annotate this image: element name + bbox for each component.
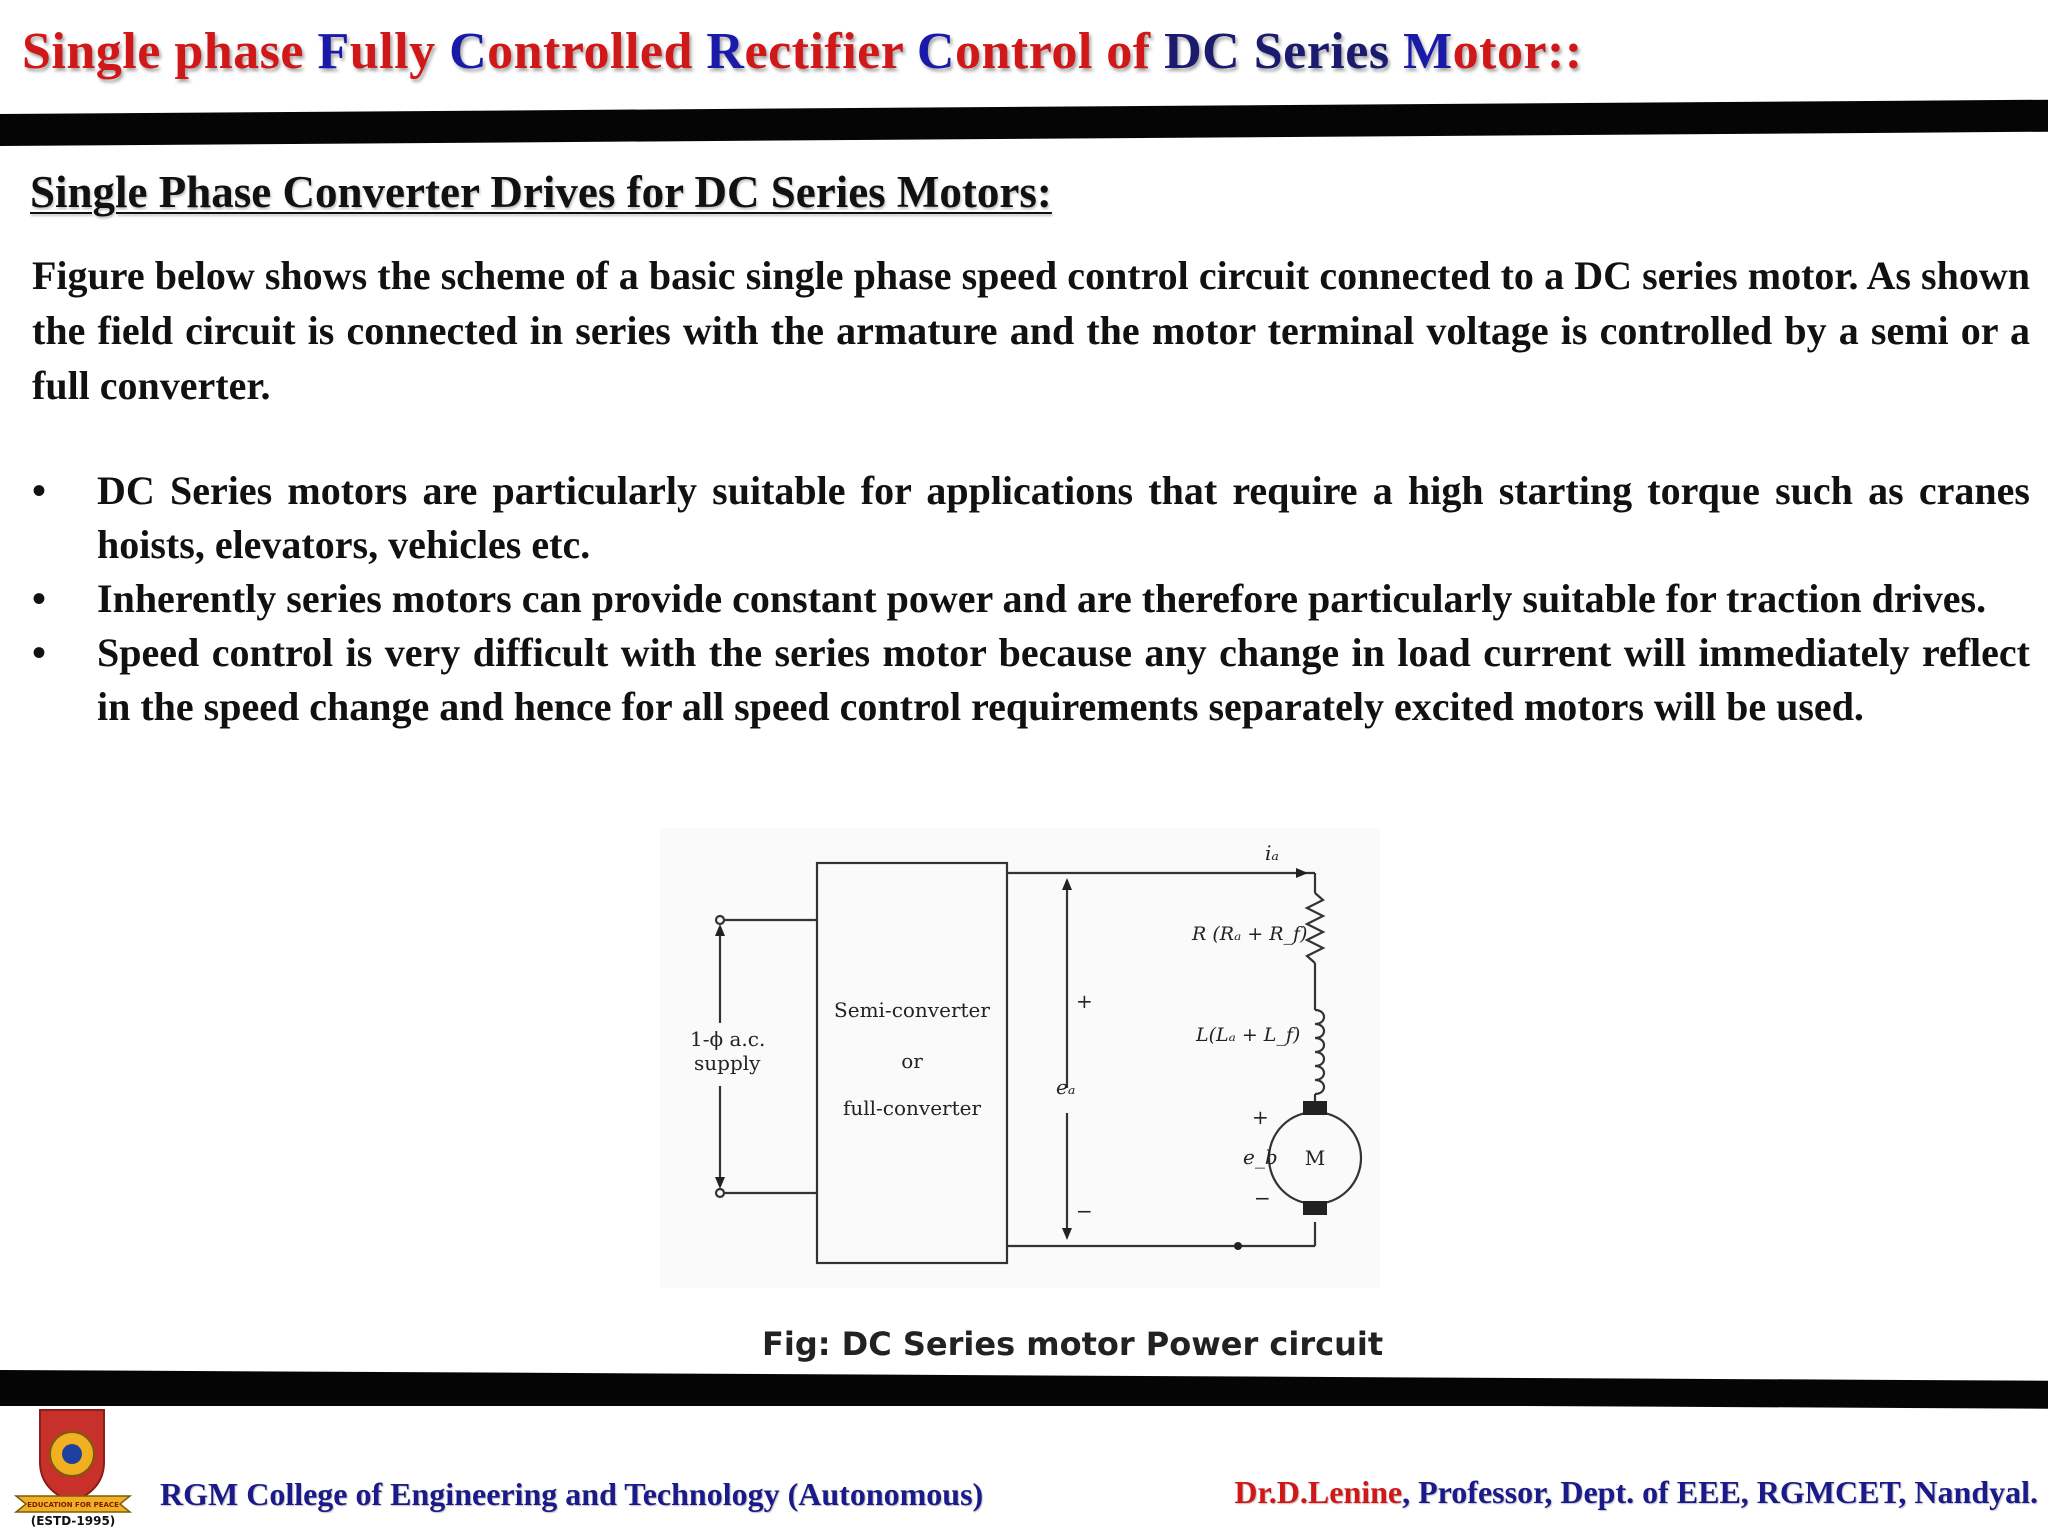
footer-author bbox=[1234, 1474, 2038, 1511]
logo-motto: EDUCATION FOR PEACE bbox=[27, 1501, 119, 1509]
supply-arrow-head-bottom bbox=[715, 1177, 725, 1189]
resistance-label: R (Rₐ + R_f) bbox=[1192, 923, 1308, 945]
title-part: C bbox=[449, 23, 488, 80]
section-heading: Single Phase Converter Drives for DC Series Motors: bbox=[30, 167, 1052, 217]
ia-arrow-head bbox=[1296, 868, 1308, 878]
bullet-text: Inherently series motors can provide constant power and are therefore particularly suitable for traction drives. bbox=[97, 576, 1987, 621]
junction-dot bbox=[1234, 1242, 1242, 1250]
title-part: otor:: bbox=[1452, 23, 1583, 80]
ea-minus-sign: − bbox=[1076, 1199, 1093, 1223]
ia-label: iₐ bbox=[1265, 841, 1279, 865]
title-part: R bbox=[706, 23, 745, 80]
title-part: ontrolled bbox=[487, 23, 707, 80]
inductance-label: L(Lₐ + L_f) bbox=[1196, 1024, 1301, 1046]
intro-paragraph: Figure below shows the scheme of a basic single phase speed control circuit connected to a DC series motor. As shown the field circuit is connected in series with the armature and the motor terminal voltage is controlled by a semi or a full converter. bbox=[32, 253, 2030, 408]
college-name-text: RGM College of Engineering and Technology (Autonomous) bbox=[160, 1476, 984, 1512]
figure-caption: Fig: DC Series motor Power circuit bbox=[762, 1325, 1384, 1363]
bullet-item bbox=[32, 626, 2030, 734]
supply-terminal-bottom bbox=[716, 1189, 724, 1197]
title-part: C bbox=[916, 23, 955, 80]
college-logo bbox=[8, 1404, 138, 1528]
footer-college-name bbox=[160, 1476, 983, 1513]
motor-brush-top bbox=[1303, 1101, 1327, 1115]
resistor-zigzag bbox=[1307, 893, 1323, 963]
author-name: Dr.D.Lenine bbox=[1234, 1474, 1403, 1510]
eb-plus-sign: + bbox=[1252, 1105, 1269, 1129]
bullet-item bbox=[32, 464, 2030, 572]
footer-divider-bar-thin bbox=[0, 1394, 2048, 1406]
title-part: Single phase bbox=[22, 23, 318, 80]
ea-arrow-head-bottom bbox=[1062, 1228, 1072, 1240]
converter-label-line1: Semi-converter bbox=[834, 998, 990, 1022]
title-part: M bbox=[1403, 23, 1453, 80]
motor-label: M bbox=[1304, 1146, 1326, 1170]
inductor-coil bbox=[1315, 1010, 1324, 1094]
title-part: ectifier bbox=[744, 23, 917, 80]
title-divider-bar bbox=[0, 100, 2048, 146]
supply-label-line1: 1-ϕ a.c. bbox=[690, 1027, 766, 1051]
bullet-icon: • bbox=[32, 576, 47, 621]
bullet-list bbox=[32, 464, 2030, 734]
converter-label-line2: or bbox=[901, 1049, 923, 1073]
slide-title bbox=[22, 22, 1583, 81]
ea-plus-sign: + bbox=[1076, 989, 1093, 1013]
supply-terminal-top bbox=[716, 916, 724, 924]
eb-minus-sign: − bbox=[1254, 1186, 1271, 1210]
bullet-icon: • bbox=[32, 468, 47, 513]
bullet-text: Speed control is very difficult with the series motor because any change in load current will immediately reflect in the speed change and hence for all speed control requirements separately excited motors will be used. bbox=[97, 630, 2030, 729]
supply-arrow-head-top bbox=[715, 924, 725, 936]
logo-gear-center bbox=[62, 1444, 82, 1464]
title-part: ully bbox=[349, 23, 450, 80]
dc-series-motor-circuit-diagram bbox=[660, 828, 1380, 1288]
bullet-item bbox=[32, 572, 2030, 626]
ea-arrow-head-top bbox=[1062, 878, 1072, 890]
motor-brush-bottom bbox=[1303, 1201, 1327, 1215]
eb-label: e_b bbox=[1243, 1145, 1278, 1169]
supply-label-line2: supply bbox=[694, 1051, 761, 1075]
logo-estd-text: (ESTD-1995) bbox=[30, 1514, 116, 1528]
bullet-text: DC Series motors are particularly suitable for applications that require a high starting torque such as cranes hoists, elevators, vehicles etc. bbox=[97, 468, 2030, 567]
title-part: DC Series bbox=[1164, 23, 1404, 80]
title-part: F bbox=[317, 23, 350, 80]
bullet-icon: • bbox=[32, 630, 47, 675]
ea-label: eₐ bbox=[1056, 1075, 1076, 1099]
author-affiliation: , Professor, Dept. of EEE, RGMCET, Nandyal. bbox=[1402, 1474, 2038, 1510]
title-part: ontrol of bbox=[954, 23, 1165, 80]
converter-label-line3: full-converter bbox=[842, 1096, 982, 1120]
